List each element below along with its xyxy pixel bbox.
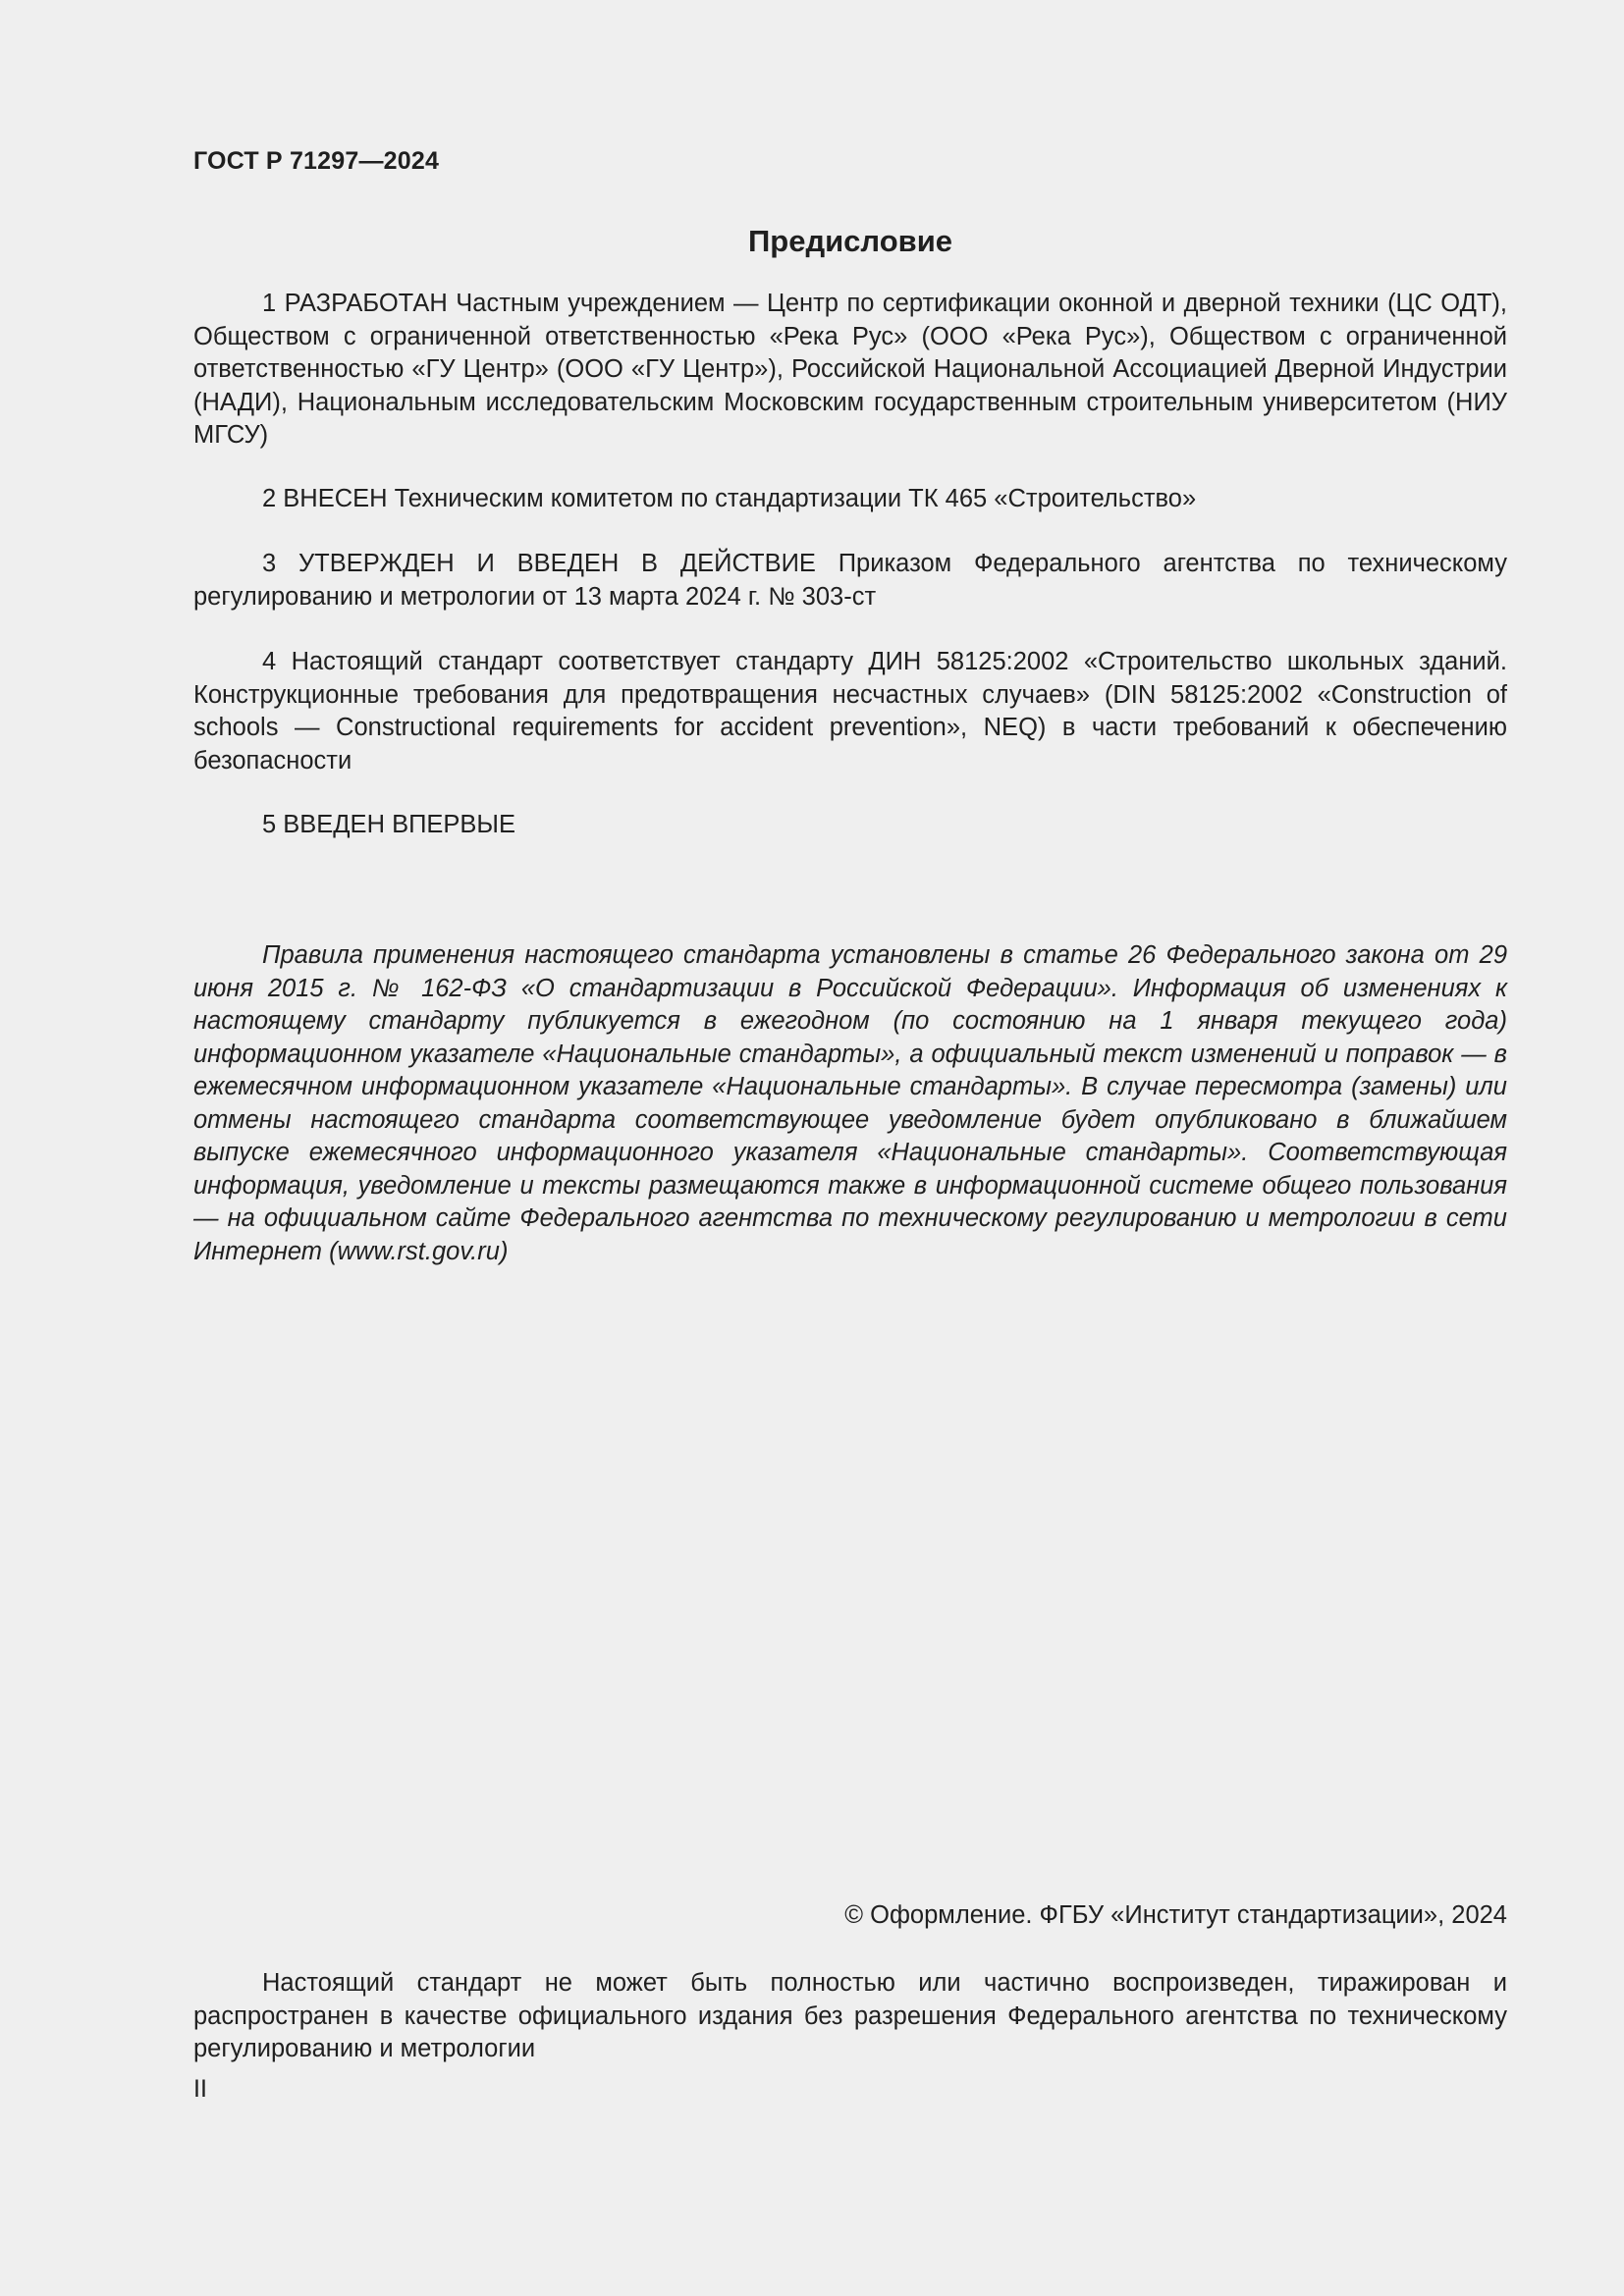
copyright-line: © Оформление. ФГБУ «Институт стандартизации», 2024: [844, 1901, 1507, 1929]
foreword-item-1: 1 РАЗРАБОТАН Частным учреждением — Центр по сертификации оконной и дверной техники (ЦС ОДТ), Обществом с ограниченной ответственностью «Река Рус» (ООО «Река Рус»), Обществом с ограниченной ответственностью «ГУ Центр» (ООО «ГУ Центр»), Российской Национальной Ассоциацией Дверной Индустрии (НАДИ), Национальным исследовательским Московским государственным строительным университетом (НИУ МГСУ): [193, 290, 1507, 449]
reproduction-notice: Настоящий стандарт не может быть полностью или частично воспроизведен, тиражирован и распространен в качестве официального издания без разрешения Федерального агентства по техническому регулированию и метрологии: [193, 1969, 1507, 2062]
document-page: [193, 0, 1507, 2296]
foreword-item-3: 3 УТВЕРЖДЕН И ВВЕДЕН В ДЕЙСТВИЕ Приказом Федерального агентства по техническому регулированию и метрологии от 13 марта 2024 г. № 303-ст: [193, 550, 1507, 611]
page-number: II: [193, 2075, 207, 2103]
document-code: ГОСТ Р 71297—2024: [193, 147, 440, 175]
section-title: Предисловие: [747, 224, 952, 258]
foreword-item-5: 5 ВВЕДЕН ВПЕРВЫЕ: [262, 811, 516, 838]
foreword-item-2: 2 ВНЕСЕН Техническим комитетом по стандартизации ТК 465 «Строительство»: [262, 485, 1197, 512]
foreword-item-4: 4 Настоящий стандарт соответствует стандарту ДИН 58125:2002 «Строительство школьных зданий. Конструкционные требования для предотвращения несчастных случаев» (DIN 58125:2002 «Construction of schools — Constructional requirements for accident prevention», NEQ) в части требований к обеспечению безопасности: [193, 648, 1507, 774]
application-rules-note: Правила применения настоящего стандарта установлены в статье 26 Федерального закона от 29 июня 2015 г. № 162-ФЗ «О стандартизации в Российской Федерации». Информация об изменениях к настоящему стандарту публикуется в ежегодном (по состоянию на 1 января текущего года) информационном указателе «Национальные стандарты», а официальный текст изменений и поправок — в ежемесячном информационном указателе «Национальные стандарты». В случае пересмотра (замены) или отмены настоящего стандарта соответствующее уведомление будет опубликовано в ближайшем выпуске ежемесячного информационного указателя «Национальные стандарты». Соответствующая информация, уведомление и тексты размещаются также в информационной системе общего пользования — на официальном сайте Федерального агентства по техническому регулированию и метрологии в сети Интернет (www.rst.gov.ru): [193, 941, 1507, 1265]
